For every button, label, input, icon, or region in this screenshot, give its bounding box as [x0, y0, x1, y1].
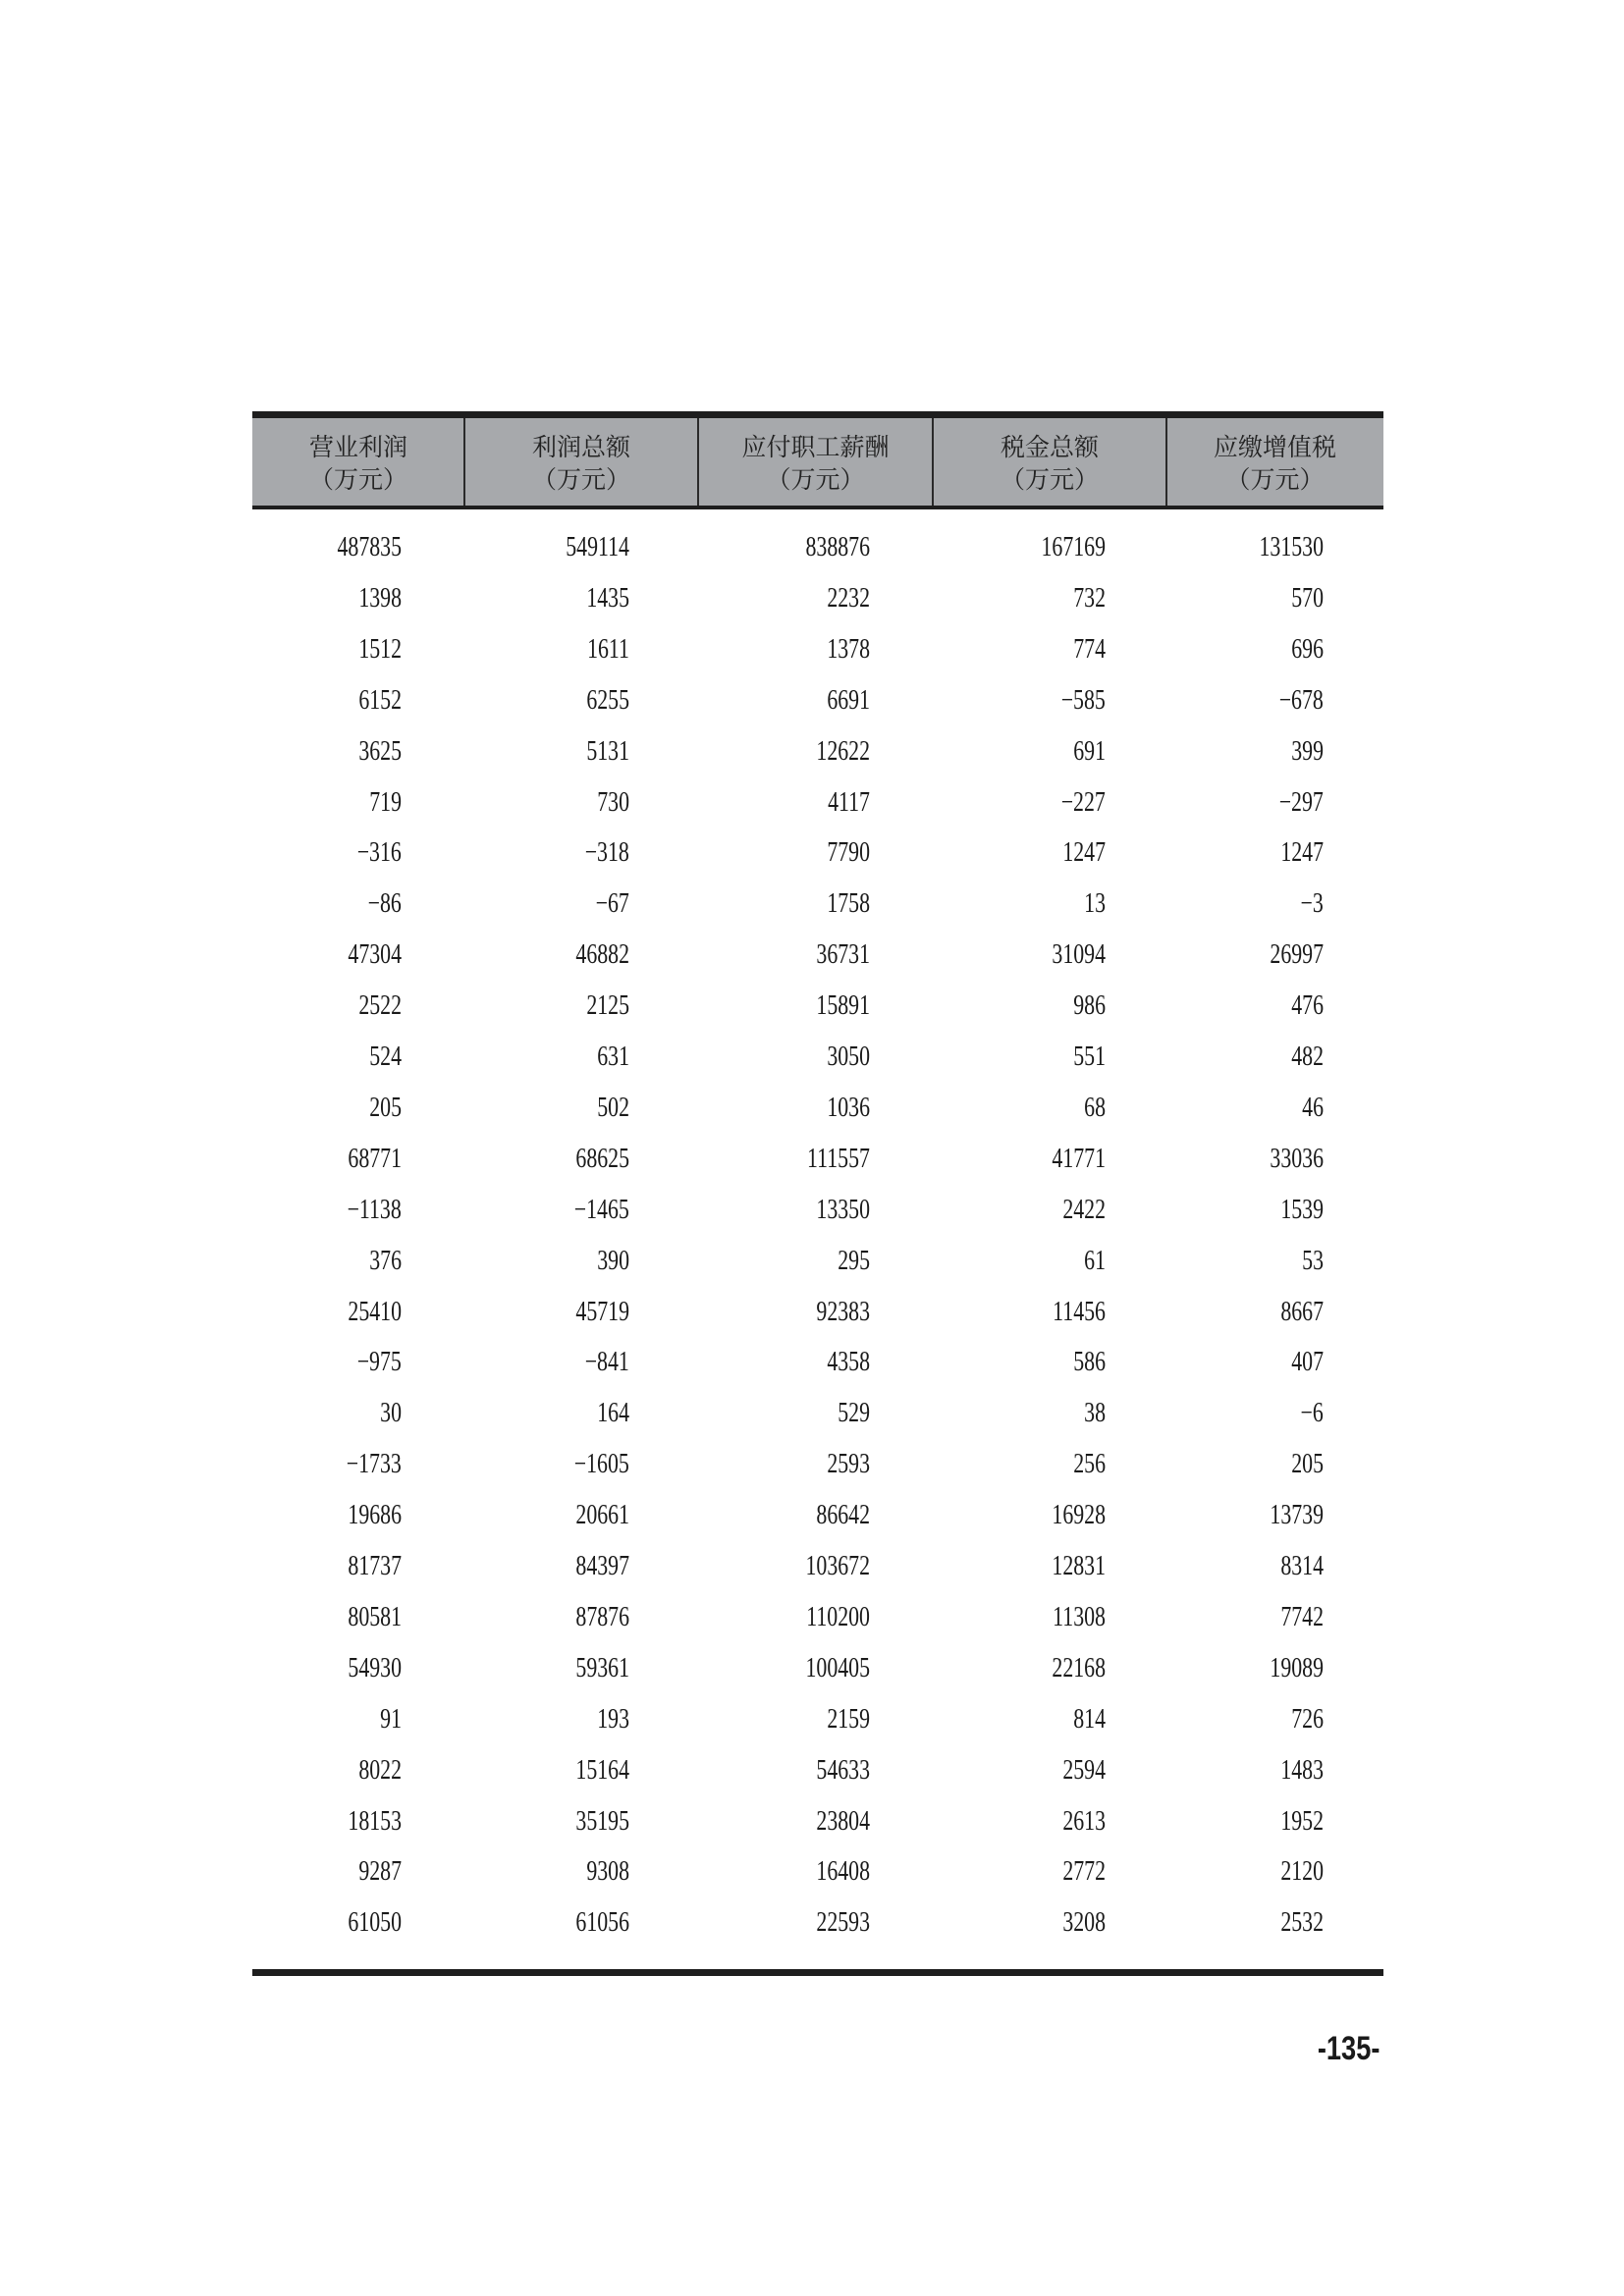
column-header: [698, 418, 933, 507]
table-cell: 38: [1084, 1398, 1106, 1429]
table-cell: 61050: [348, 1907, 402, 1939]
table-row: [252, 1745, 1383, 1796]
table-cell: 1952: [1280, 1805, 1324, 1837]
table-cell: 726: [1291, 1703, 1324, 1735]
table-row: [252, 930, 1383, 981]
column-header: [252, 418, 464, 507]
table-cell: 256: [1073, 1449, 1106, 1480]
table-cell: −86: [367, 888, 402, 920]
table-cell: 25410: [348, 1296, 402, 1327]
table-cell: 6691: [827, 684, 870, 716]
column-header-title: 应付职工薪酬: [741, 432, 890, 461]
table-row: [252, 1541, 1383, 1592]
header-bottom-rule: [252, 506, 1383, 509]
table-row: [252, 828, 1383, 879]
table-cell: 7790: [827, 837, 870, 869]
table-cell: 774: [1073, 633, 1106, 665]
table-cell: 549114: [566, 532, 629, 562]
table-cell: 9308: [586, 1856, 629, 1888]
table-cell: 47304: [348, 939, 402, 971]
table-cell: 5131: [586, 735, 629, 767]
table-cell: 84397: [575, 1551, 629, 1581]
table-cell: 691: [1073, 735, 1106, 767]
table-header: [252, 418, 1383, 507]
table-cell: 68: [1084, 1092, 1106, 1123]
column-header-title: 利润总额: [531, 432, 630, 461]
table-cell: 110200: [806, 1601, 870, 1632]
table-cell: 8314: [1280, 1551, 1324, 1581]
table-cell: 2422: [1062, 1194, 1106, 1225]
table-cell: 2159: [827, 1703, 870, 1735]
table-cell: 2120: [1280, 1856, 1324, 1888]
table-cell: 502: [597, 1092, 629, 1123]
table-row: [252, 1032, 1383, 1083]
table-cell: 1435: [586, 582, 629, 614]
table-row: [252, 624, 1383, 675]
table-row: [252, 1694, 1383, 1745]
table-cell: 399: [1291, 735, 1324, 767]
table-cell: −318: [584, 837, 629, 869]
table-cell: 131530: [1259, 532, 1324, 562]
table-cell: 59361: [575, 1652, 629, 1683]
table-cell: 30: [380, 1398, 402, 1429]
table-cell: 86642: [816, 1500, 870, 1531]
column-header: [933, 418, 1166, 507]
table-row: [252, 1643, 1383, 1694]
table-cell: −1465: [573, 1194, 629, 1225]
table-row: [252, 1388, 1383, 1439]
table-cell: −678: [1278, 684, 1324, 716]
table-cell: 41771: [1052, 1143, 1106, 1174]
table-cell: 46882: [575, 939, 629, 971]
table-cell: −1733: [346, 1449, 402, 1480]
table-cell: 9287: [358, 1856, 402, 1888]
table-cell: −227: [1060, 786, 1106, 818]
table-cell: 2232: [827, 582, 870, 614]
table-cell: 2532: [1280, 1907, 1324, 1939]
column-divider: [463, 418, 465, 507]
table-row: [252, 726, 1383, 777]
table-cell: 1539: [1280, 1194, 1324, 1225]
table-cell: 570: [1291, 582, 1324, 614]
table-cell: 1483: [1280, 1754, 1324, 1786]
table-cell: 814: [1073, 1703, 1106, 1735]
table-cell: 1036: [827, 1092, 870, 1123]
table-cell: 54633: [816, 1754, 870, 1786]
table-row: [252, 1439, 1383, 1490]
table-cell: 551: [1073, 1041, 1106, 1072]
table-cell: 33036: [1270, 1143, 1324, 1174]
table-cell: −585: [1060, 684, 1106, 716]
table-cell: 111557: [807, 1143, 870, 1174]
table-cell: 167169: [1041, 532, 1106, 562]
table-cell: 19686: [348, 1500, 402, 1531]
table-cell: 13: [1084, 888, 1106, 920]
table-cell: 16928: [1052, 1500, 1106, 1531]
table-cell: 12622: [816, 735, 870, 767]
table-row: [252, 675, 1383, 726]
table-cell: 53: [1302, 1245, 1324, 1276]
table-row: [252, 1846, 1383, 1897]
table-cell: −1138: [347, 1194, 402, 1225]
column-header-title: 税金总额: [1000, 432, 1099, 461]
table-cell: 12831: [1052, 1551, 1106, 1581]
table-cell: 1512: [358, 633, 402, 665]
table-row: [252, 1490, 1383, 1541]
table-cell: 529: [838, 1398, 870, 1429]
table-cell: 3625: [358, 735, 402, 767]
table-top-rule: [252, 411, 1383, 418]
column-header: [1166, 418, 1383, 507]
table-cell: 68625: [575, 1143, 629, 1174]
table-cell: 13350: [816, 1194, 870, 1225]
table-cell: 476: [1291, 990, 1324, 1022]
table-cell: 1611: [587, 633, 629, 665]
table-cell: 193: [597, 1703, 629, 1735]
table-row: [252, 777, 1383, 828]
table-cell: 26997: [1270, 939, 1324, 971]
table-row: [252, 1897, 1383, 1949]
table-cell: −975: [356, 1347, 402, 1378]
column-header-unit: （万元）: [1000, 464, 1099, 494]
column-header: [464, 418, 698, 507]
column-header-unit: （万元）: [308, 464, 407, 494]
table-row: [252, 1083, 1383, 1134]
table-cell: 80581: [348, 1601, 402, 1632]
table-cell: 2522: [358, 990, 402, 1022]
table-cell: 2594: [1062, 1754, 1106, 1786]
table-cell: 103672: [805, 1551, 870, 1581]
table-cell: 11308: [1053, 1601, 1106, 1632]
column-header-title: 营业利润: [308, 432, 407, 461]
table-cell: 36731: [816, 939, 870, 971]
column-divider: [1165, 418, 1167, 507]
table-row: [252, 1592, 1383, 1643]
table-cell: 586: [1073, 1347, 1106, 1378]
table-cell: 6255: [586, 684, 629, 716]
table-cell: 4358: [827, 1347, 870, 1378]
table-cell: 3208: [1062, 1907, 1106, 1939]
table-cell: 205: [369, 1092, 402, 1123]
table-cell: 16408: [816, 1856, 870, 1888]
table-row: [252, 879, 1383, 930]
table-cell: 8022: [358, 1754, 402, 1786]
table-row: [252, 573, 1383, 624]
table-cell: 631: [597, 1041, 629, 1072]
table-cell: 31094: [1052, 939, 1106, 971]
table-cell: 8667: [1280, 1296, 1324, 1327]
table-cell: −6: [1300, 1398, 1324, 1429]
table-cell: 487835: [337, 532, 402, 562]
table-cell: 524: [369, 1041, 402, 1072]
table-row: [252, 1236, 1383, 1287]
table-cell: 92383: [816, 1296, 870, 1327]
table-cell: 35195: [575, 1805, 629, 1837]
table-cell: 732: [1073, 582, 1106, 614]
table-row: [252, 522, 1383, 573]
table-cell: 730: [597, 786, 629, 818]
table-cell: 15164: [575, 1754, 629, 1786]
table-row: [252, 981, 1383, 1032]
table-cell: −297: [1278, 786, 1324, 818]
table-cell: 87876: [575, 1601, 629, 1632]
table-cell: 2772: [1062, 1856, 1106, 1888]
column-header-unit: （万元）: [531, 464, 630, 494]
table-cell: 20661: [575, 1500, 629, 1531]
table-cell: 205: [1291, 1449, 1324, 1480]
table-cell: 22168: [1052, 1652, 1106, 1683]
table-cell: −67: [595, 888, 629, 920]
column-divider: [697, 418, 699, 507]
table-cell: 1247: [1280, 837, 1324, 869]
table-cell: 482: [1291, 1041, 1324, 1072]
table-cell: 2593: [827, 1449, 870, 1480]
table-cell: 696: [1291, 633, 1324, 665]
table-cell: 46: [1302, 1092, 1324, 1123]
table-cell: −1605: [573, 1449, 629, 1480]
table-bottom-rule: [252, 1969, 1383, 1976]
column-header-unit: （万元）: [766, 464, 865, 494]
table-cell: 13739: [1270, 1500, 1324, 1531]
table-cell: 81737: [348, 1551, 402, 1581]
table-cell: 61056: [575, 1907, 629, 1939]
table-cell: 100405: [805, 1652, 870, 1683]
column-header-unit: （万元）: [1225, 464, 1325, 494]
column-header-title: 应缴增值税: [1213, 432, 1336, 461]
table-cell: 1378: [827, 633, 870, 665]
table-cell: 1398: [358, 582, 402, 614]
table-cell: 22593: [816, 1907, 870, 1939]
table-row: [252, 1796, 1383, 1847]
table-cell: 376: [369, 1245, 402, 1276]
table-cell: 68771: [348, 1143, 402, 1174]
table-cell: 986: [1073, 990, 1106, 1022]
table-cell: −841: [584, 1347, 629, 1378]
table-cell: −3: [1300, 888, 1324, 920]
table-cell: 3050: [827, 1041, 870, 1072]
table-cell: 2125: [586, 990, 629, 1022]
table-row: [252, 1337, 1383, 1388]
table-cell: 18153: [348, 1805, 402, 1837]
table-cell: 19089: [1270, 1652, 1324, 1683]
table-cell: 1758: [827, 888, 870, 920]
table-row: [252, 1287, 1383, 1338]
table-cell: 390: [597, 1245, 629, 1276]
table-cell: 45719: [575, 1296, 629, 1327]
table-cell: 61: [1084, 1245, 1106, 1276]
table-cell: −316: [356, 837, 402, 869]
table-cell: 4117: [828, 786, 870, 818]
page-number: -135-: [1317, 2030, 1380, 2067]
table-cell: 6152: [358, 684, 402, 716]
table-cell: 838876: [805, 532, 870, 562]
table-cell: 719: [369, 786, 402, 818]
table-cell: 23804: [816, 1805, 870, 1837]
table-cell: 407: [1291, 1347, 1324, 1378]
table-cell: 54930: [348, 1652, 402, 1683]
table-cell: 1247: [1062, 837, 1106, 869]
table-row: [252, 1134, 1383, 1185]
table-cell: 15891: [816, 990, 870, 1022]
table-cell: 91: [380, 1703, 402, 1735]
table-cell: 295: [838, 1245, 870, 1276]
table-cell: 164: [597, 1398, 629, 1429]
column-divider: [932, 418, 934, 507]
table-cell: 2613: [1062, 1805, 1106, 1837]
table-row: [252, 1185, 1383, 1236]
table-cell: 7742: [1280, 1601, 1324, 1632]
table-cell: 11456: [1053, 1296, 1106, 1327]
